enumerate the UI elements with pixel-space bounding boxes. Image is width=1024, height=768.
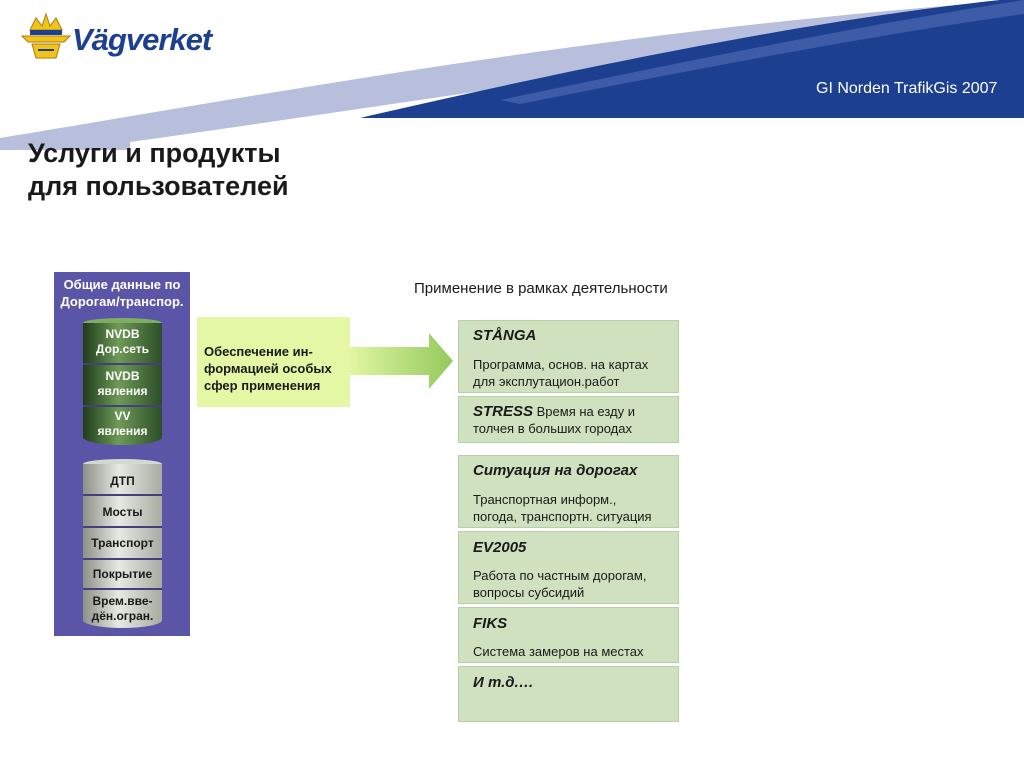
app-title-etc: И т.д.… bbox=[473, 674, 534, 691]
app-title-stanga: STÅNGA bbox=[473, 327, 537, 344]
database-cylinder bbox=[83, 464, 162, 494]
database-cylinder bbox=[83, 590, 162, 628]
app-desc-line: для эксплутацион.работ bbox=[473, 374, 620, 389]
database-cylinder bbox=[83, 560, 162, 588]
cylinder-label: явления bbox=[97, 424, 148, 438]
info-provision-line: Обеспечение ин- bbox=[204, 344, 313, 359]
app-desc-line: погода, транспортн. ситуация bbox=[473, 509, 652, 524]
app-desc-line: толчея в больших городах bbox=[473, 421, 632, 436]
panel-title-line-2: Дорогам/транспор. bbox=[60, 294, 184, 309]
app-desc-road-situation bbox=[473, 491, 673, 525]
app-desc-line: Работа по частным дорогам, bbox=[473, 568, 647, 583]
arrow-right-icon bbox=[347, 333, 453, 389]
app-desc-stanga bbox=[473, 356, 673, 390]
title-line-1: Услуги и продукты bbox=[28, 138, 281, 168]
cylinder-label: явления bbox=[97, 384, 148, 398]
page-title bbox=[28, 137, 289, 203]
cylinder-label: Транспорт bbox=[91, 536, 154, 550]
common-data-panel-title bbox=[54, 276, 190, 310]
panel-title-line-1: Общие данные по bbox=[63, 277, 181, 292]
cylinder-label: VV bbox=[114, 409, 131, 423]
database-cylinder bbox=[83, 528, 162, 558]
info-provision-text bbox=[204, 343, 344, 394]
app-title-fiks: FIKS bbox=[473, 615, 508, 632]
app-desc-stress bbox=[473, 403, 673, 437]
app-desc-line bbox=[473, 403, 673, 420]
app-desc-line: Транспортная информ., bbox=[473, 492, 617, 507]
title-line-2: для пользователей bbox=[28, 171, 289, 201]
cylinder-label: NVDB bbox=[105, 327, 140, 341]
applications-heading: Применение в рамках деятельности bbox=[414, 280, 668, 297]
cylinder-label: Мосты bbox=[102, 505, 143, 519]
database-cylinder bbox=[83, 407, 162, 445]
app-desc-inline: Время на езду и bbox=[536, 404, 635, 419]
vagverket-crown-logo-icon bbox=[20, 12, 72, 64]
cylinder-label: Врем.вве- bbox=[92, 594, 153, 608]
app-title-stress: STRESS bbox=[473, 403, 534, 420]
info-provision-line: формацией особых bbox=[204, 361, 332, 376]
conference-label: GI Norden TrafikGis 2007 bbox=[816, 80, 998, 97]
cylinder-label: ДТП bbox=[110, 474, 135, 488]
app-desc-fiks bbox=[473, 643, 673, 660]
app-desc-line: Программа, основ. на картах bbox=[473, 357, 649, 372]
cylinder-label: дён.огран. bbox=[91, 609, 154, 623]
brand-name: Vägverket bbox=[72, 22, 212, 57]
app-desc-ev2005 bbox=[473, 567, 673, 601]
app-title-road-situation: Ситуация на дорогах bbox=[473, 462, 638, 479]
app-desc-line: Система замеров на местах bbox=[473, 644, 644, 659]
cylinder-label: Покрытие bbox=[92, 567, 153, 581]
database-cylinder bbox=[83, 323, 162, 363]
database-cylinder bbox=[83, 365, 162, 405]
app-title-ev2005: EV2005 bbox=[473, 539, 527, 556]
cylinder-label: NVDB bbox=[105, 369, 140, 383]
app-desc-line: вопросы субсидий bbox=[473, 585, 585, 600]
database-cylinder bbox=[83, 496, 162, 526]
info-provision-line: сфер применения bbox=[204, 378, 321, 393]
cylinder-label: Дор.сеть bbox=[95, 342, 150, 356]
